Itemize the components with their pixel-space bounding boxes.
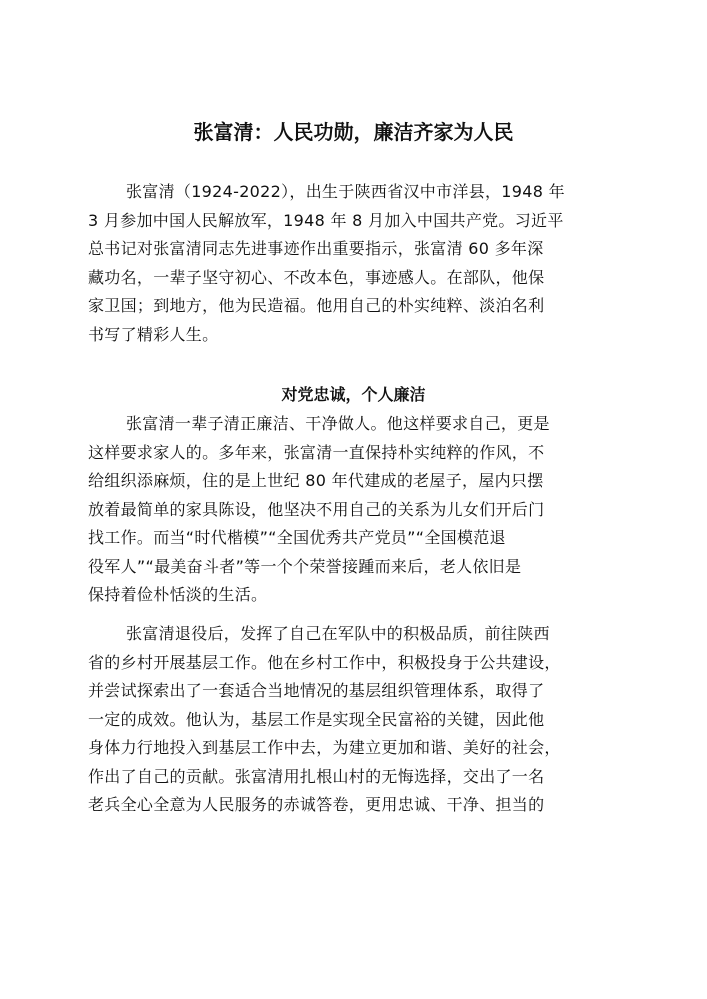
paragraph-line: 藏功名，一辈子坚守初心、不改本色，事迹感人。在部队，他保 — [88, 267, 545, 287]
section-heading: 对党忠诚，个人廉洁 — [281, 385, 426, 404]
paragraph-line: 保持着俭朴恬淡的生活。 — [88, 585, 268, 604]
paragraph-line: 书写了精彩人生。 — [88, 324, 219, 344]
paragraph-line: 张富清退役后，发挥了自己在军队中的积极品质，前往陕西 — [126, 624, 550, 643]
document-title: 张富清：人民功勋，廉洁齐家为人民 — [193, 120, 514, 144]
paragraph-integrity — [88, 410, 616, 610]
paragraph-line: 家卫国；到地方，他为民造福。他用自己的朴实纯粹、淡泊名利 — [88, 296, 545, 315]
paragraph-line: 给组织添麻烦，住的是上世纪 80 年代建成的老屋子，屋内只摆 — [88, 471, 544, 490]
paragraph-line: 作出了自己的贡献。张富清用扎根山村的无悔选择，交出了一名 — [88, 766, 545, 786]
paragraph-line: 放着最简单的家具陈设，他坚决不用自己的关系为儿女们开后门 — [88, 499, 545, 519]
paragraph-line: 并尝试探索出了一套适合当地情况的基层组织管理体系，取得了 — [88, 681, 545, 700]
paragraph-line: 老兵全心全意为人民服务的赤诚答卷，更用忠诚、干净、担当的 — [88, 795, 545, 814]
paragraph-line: 张富清（1924-2022），出生于陕西省汉中市洋县，1948 年 — [126, 182, 565, 201]
paragraph-line: 这样要求家人的。多年来，张富清一直保持朴实纯粹的作风，不 — [88, 442, 545, 462]
paragraph-intro — [88, 178, 616, 349]
paragraph-line: 3 月参加中国人民解放军，1948 年 8 月加入中国共产党。习近平 — [88, 210, 564, 230]
paragraph-line: 总书记对张富清同志先进事迹作出重要指示，张富清 60 多年深 — [88, 239, 544, 258]
paragraph-retirement — [88, 620, 616, 820]
paragraph-line: 省的乡村开展基层工作。他在乡村工作中，积极投身于公共建设， — [88, 652, 561, 672]
paragraph-line: 找工作。而当“时代楷模”“全国优秀共产党员”“全国模范退 — [88, 528, 506, 547]
paragraph-line: 役军人”“最美奋斗者”等一个个荣誉接踵而来后，老人依旧是 — [88, 556, 522, 576]
paragraph-line: 一定的成效。他认为，基层工作是实现全民富裕的关键，因此他 — [88, 709, 545, 729]
paragraph-line: 身体力行地投入到基层工作中去，为建立更加和谐、美好的社会， — [88, 738, 561, 757]
paragraph-line: 张富清一辈子清正廉洁、干净做人。他这样要求自己，更是 — [126, 414, 550, 433]
